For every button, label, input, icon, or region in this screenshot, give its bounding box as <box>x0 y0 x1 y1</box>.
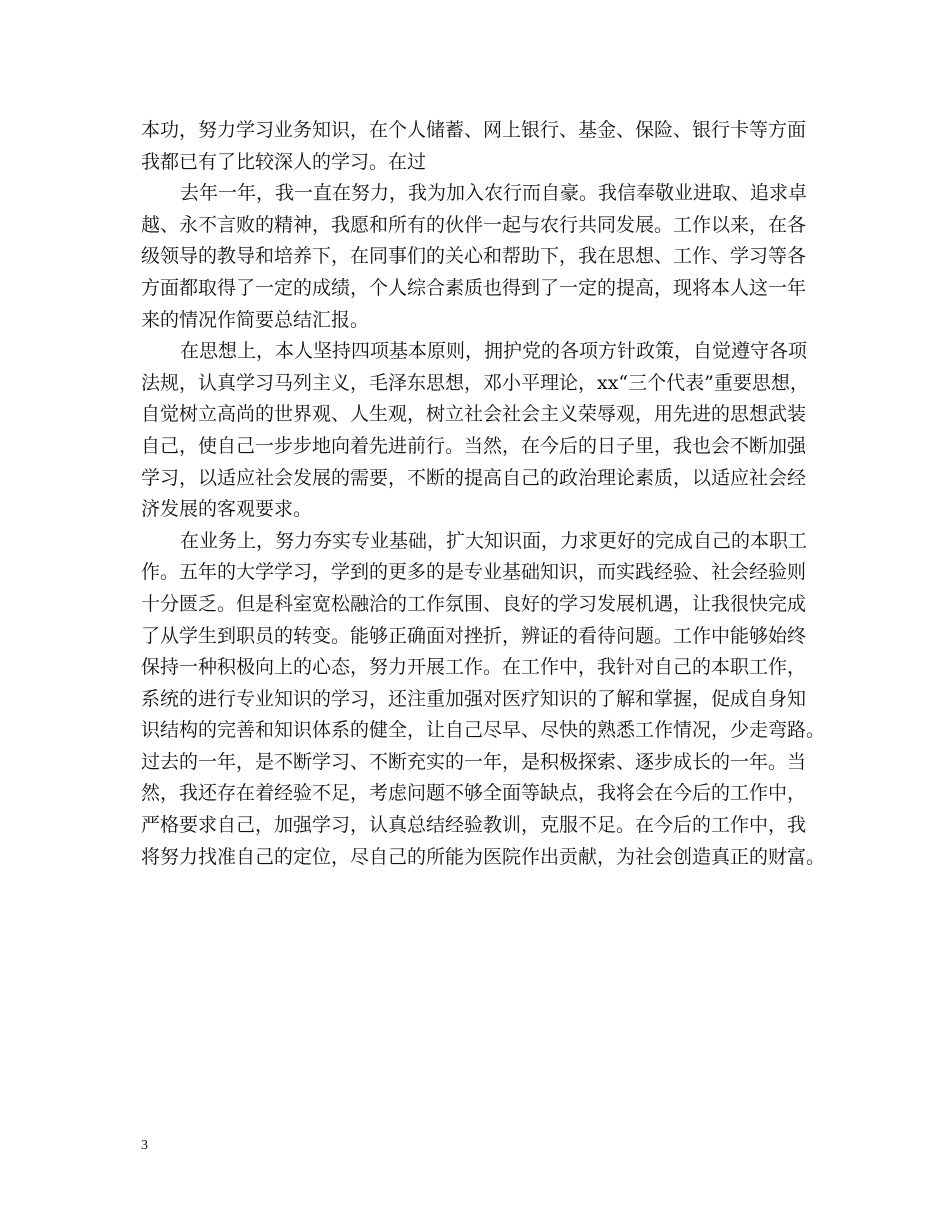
text-line: 来的情况作简要总结汇报。 <box>141 308 370 331</box>
text-line: 我都已有了比较深人的学习。在过 <box>141 150 427 173</box>
text-line: 严格要求自己，加强学习，认真总结经验教训，克服不足。在今后的工作中，我 <box>141 814 807 837</box>
text-line: 济发展的客观要求。 <box>141 498 313 521</box>
text-line: 级领导的教导和培养下，在同事们的关心和帮助下，我在思想、工作、学习等各 <box>141 245 807 268</box>
text-line: 方面都取得了一定的成绩，个人综合素质也得到了一定的提高，现将本人这一年 <box>141 276 807 299</box>
text-line: 识结构的完善和知识体系的健全，让自己尽早、尽快的熟悉工作情况，少走弯路。 <box>141 719 826 742</box>
page-number: 3 <box>141 1138 148 1153</box>
text-line: 了从学生到职员的转变。能够正确面对挫折，辨证的看待问题。工作中能够始终 <box>141 624 807 647</box>
text-line: 将努力找准自己的定位，尽自己的所能为医院作出贡献，为社会创造真正的财富。 <box>141 845 826 868</box>
text-line: 法规，认真学习马列主义，毛泽东思想，邓小平理论，xx“三个代表”重要思想， <box>141 371 809 394</box>
body-text <box>141 115 826 873</box>
text-line: 十分匮乏。但是科室宽松融洽的工作氛围、良好的学习发展机遇，让我很快完成 <box>141 592 807 615</box>
text-line: 自己，使自己一步步地向着先进前行。当然，在今后的日子里，我也会不断加强 <box>141 434 807 457</box>
text-line: 系统的进行专业知识的学习，还注重加强对医疗知识的了解和掌握，促成自身知 <box>141 687 807 710</box>
text-line: 然，我还存在着经验不足，考虑问题不够全面等缺点，我将会在今后的工作中， <box>141 782 807 805</box>
paragraph-start-line: 在思想上，本人坚持四项基本原则，拥护党的各项方针政策，自觉遵守各项 <box>180 340 808 363</box>
text-line: 保持一种积极向上的心态，努力开展工作。在工作中，我针对自己的本职工作， <box>141 656 807 679</box>
paragraph-start-line: 去年一年，我一直在努力，我为加入农行而自豪。我信奉敬业进取、追求卓 <box>180 182 808 205</box>
text-line: 过去的一年，是不断学习、不断充实的一年，是积极探索、逐步成长的一年。当 <box>141 750 807 773</box>
text-line: 自觉树立高尚的世界观、人生观，树立社会社会主义荣辱观，用先进的思想武装 <box>141 403 807 426</box>
paragraph-start-line: 在业务上，努力夯实专业基础，扩大知识面，力求更好的完成自己的本职工 <box>180 529 808 552</box>
text-line: 学习，以适应社会发展的需要，不断的提高自己的政治理论素质，以适应社会经 <box>141 466 807 489</box>
text-line: 本功，努力学习业务知识，在个人储蓄、网上银行、基金、保险、银行卡等方面 <box>141 119 807 141</box>
text-line: 作。五年的大学学习，学到的更多的是专业基础知识，而实践经验、社会经验则 <box>141 561 807 584</box>
text-line: 越、永不言败的精神，我愿和所有的伙伴一起与农行共同发展。工作以来，在各 <box>141 213 807 236</box>
